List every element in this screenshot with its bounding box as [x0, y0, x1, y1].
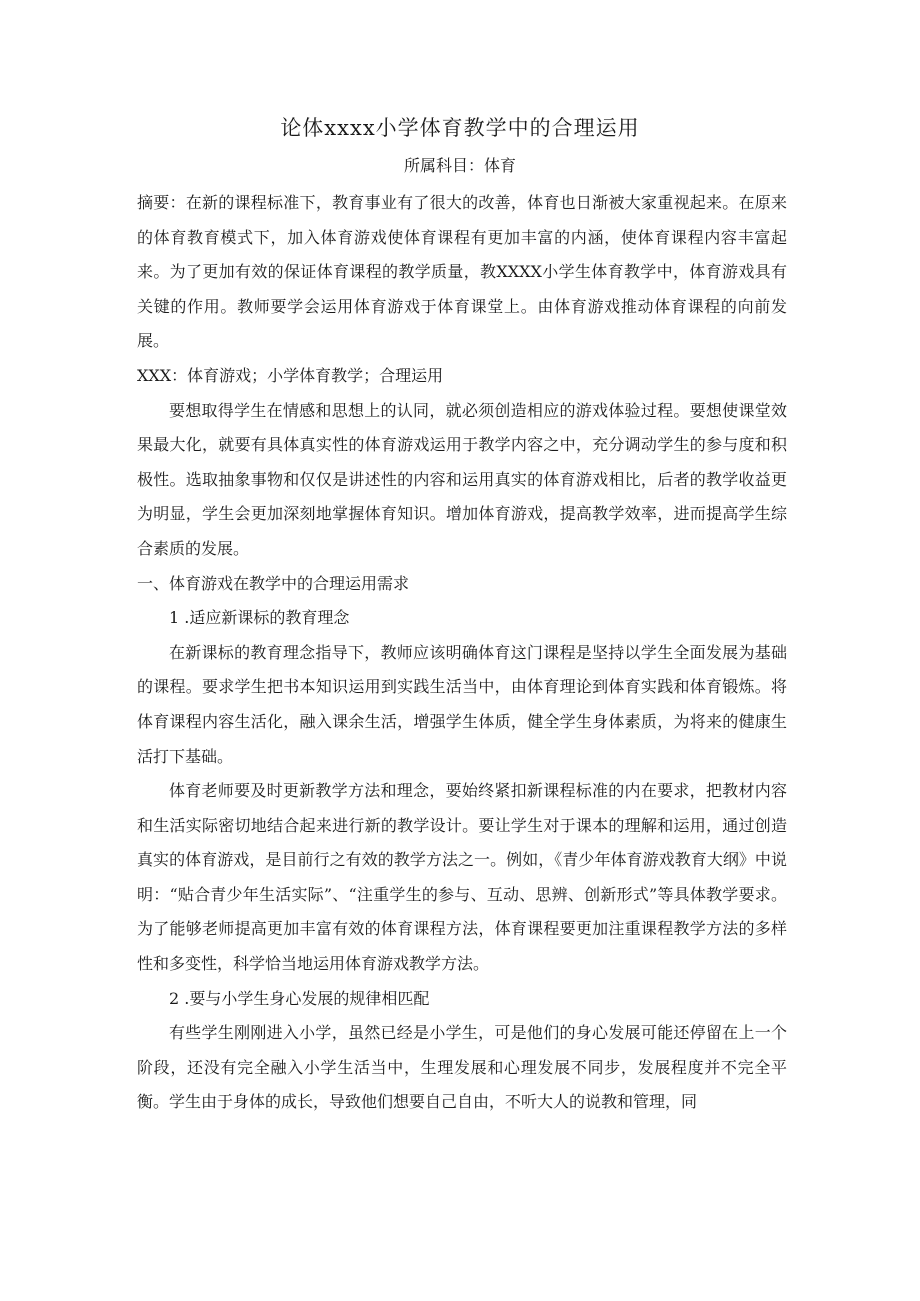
section-heading-1: 一、体育游戏在教学中的合理运用需求	[137, 573, 410, 593]
document-title: 论体xxxx小学体育教学中的合理运用	[280, 116, 640, 140]
subheading-1: 1 .适应新课标的教育理念	[169, 608, 350, 628]
document-subject: 所属科目：体育	[403, 156, 516, 175]
document-body	[137, 186, 787, 1120]
abstract-paragraph: 摘要：在新的课程标准下，教育事业有了很大的改善，体育也日渐被大家重视起来。在原来的体育教育模式下，加入体育游戏使体育课程有更加丰富的内涵，使体育课程内容丰富起来。为了更加有效的保证体育课程的教学质量，教XXXX小学生体育教学中，体育游戏具有关键的作用。教师要学会运用体育游戏于体育课堂上。由体育游戏推动体育课程的向前发展。	[137, 193, 787, 351]
body-paragraph-1: 在新课标的教育理念指导下，教师应该明确体育这门课程是坚持以学生全面发展为基础的课程。要求学生把书本知识运用到实践生活当中，由体育理论到体育实践和体育锻炼。将体育课程内容生活化，融入课余生活，增强学生体质，健全学生身体素质，为将来的健康生活打下基础。	[137, 642, 787, 766]
body-paragraph-2: 体育老师要及时更新教学方法和理念，要始终紧扣新课程标准的内在要求，把教材内容和生活实际密切地结合起来进行新的教学设计。要让学生对于课本的理解和运用，通过创造真实的体育游戏，是目前行之有效的教学方法之一。例如，《青少年体育游戏教育大纲》中说明：“贴合青少年生活实际”、“注重学生的参与、互动、思辨、创新形式”等具体教学要求。为了能够老师提高更加丰富有效的体育课程方法，体育课程要更加注重课程教学方法的多样性和多变性，科学恰当地运用体育游戏教学方法。	[137, 781, 787, 974]
subheading-2: 2 .要与小学生身心发展的规律相匹配	[169, 988, 430, 1008]
keywords-line: XXX：体育游戏；小学体育教学；合理运用	[137, 365, 444, 385]
body-paragraph-3: 有些学生刚刚进入小学，虽然已经是小学生，可是他们的身心发展可能还停留在上一个阶段，还没有完全融入小学生活当中，生理发展和心理发展不同步，发展程度并不完全平衡。学生由于身体的成长，导致他们想要自己自由，不听大人的说教和管理，同	[137, 1023, 787, 1112]
intro-paragraph: 要想取得学生在情感和思想上的认同，就必须创造相应的游戏体验过程。要想使课堂效果最大化，就要有具体真实性的体育游戏运用于教学内容之中，充分调动学生的参与度和积极性。选取抽象事物和仅仅是讲述性的内容和运用真实的体育游戏相比，后者的教学收益更为明显，学生会更加深刻地掌握体育知识。增加体育游戏，提高教学效率，进而提高学生综合素质的发展。	[137, 400, 787, 558]
